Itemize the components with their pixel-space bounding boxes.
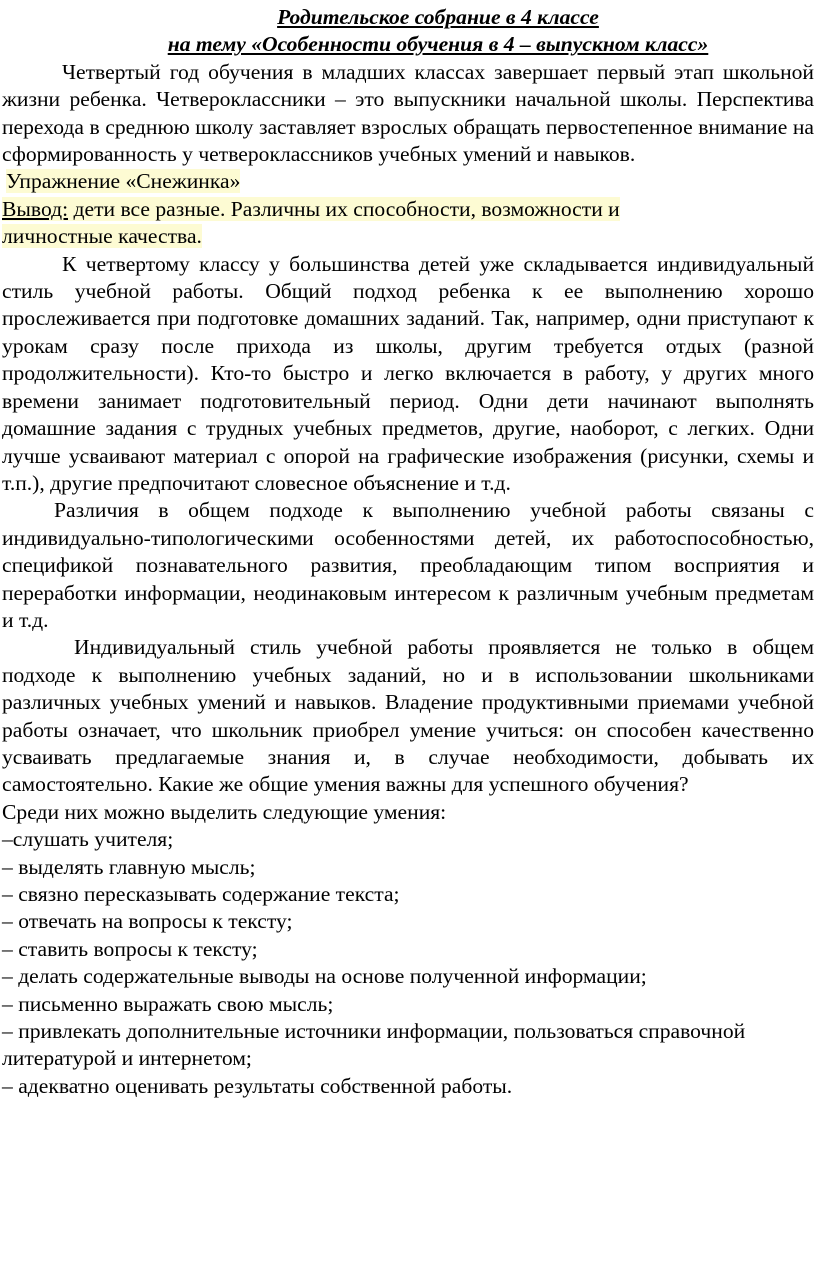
exercise-title-text: Упражнение «Снежинка» <box>6 169 241 194</box>
paragraph-intro: Четвертый год обучения в младших классах завершает первый этап школьной жизни ребенка. Четвероклассники – это выпускники начальной школы. Перспектива перехода в среднюю школу заставляет взрослых обращать первостепенное внимание на сформированность у четвероклассников учебных умений и навыков. <box>2 59 814 167</box>
list-item: – связно пересказывать содержание текста; <box>2 882 400 906</box>
skills-list <box>2 826 814 1100</box>
paragraph-style: К четвертому классу у большинства детей уже складывается индивидуальный стиль учебной работы. Общий подход ребенка к ее выполнению хорошо прослеживается при подготовке домашних заданий. Так, например, одни приступают к урокам сразу после прихода из школы, другим требуется отдых (разной продолжительности). Кто-то быстро и легко включается в работу, у других много времени занимает подготовительный период. Одни дети начинают выполнять домашние задания с трудных учебных предметов, другие, наоборот, с легких. Одни лучше усваивают материал с опорой на графические изображения (рисунки, схемы и т.п.), другие предпочитают словесное объяснение и т.д. <box>2 251 814 495</box>
paragraph-individual-style: Индивидуальный стиль учебной работы проявляется не только в общем подходе к выполнению учебных заданий, но и в использовании школьниками различных учебных умений и навыков. Владение продуктивными приемами учебной работы означает, что школьник приобрел умение учиться: он способен качественно усваивать предлагаемые знания и, в случае необходимости, добывать их самостоятельно. Какие же общие умения важны для успешного обучения? <box>2 635 814 797</box>
list-item: –слушать учителя; <box>2 827 174 852</box>
list-item: – адекватно оценивать результаты собственной работы. <box>2 1073 513 1098</box>
document-subtitle: на тему «Особенности обучения в 4 – выпускном класс» <box>167 32 709 57</box>
paragraph-differences: Различия в общем подходе к выполнению учебной работы связаны с индивидуально-типологическими особенностями детей, их работоспособностью, спецификой познавательного развития, преобладающим типом восприятия и переработки информации, неодинаковым интересом к различным учебным предметам и т.д. <box>2 498 814 632</box>
conclusion-text-line2: личностные качества. <box>2 224 202 249</box>
exercise-title <box>2 168 814 195</box>
conclusion-text-line1: дети все разные. Различны их способности, возможности и <box>68 196 620 221</box>
list-item: – письменно выражать свою мысль; <box>2 991 334 1016</box>
list-item: – отвечать на вопросы к тексту; <box>2 909 293 934</box>
conclusion-label: Вывод: <box>2 196 69 221</box>
list-item: – выделять главную мысль; <box>2 854 256 879</box>
list-item: – делать содержательные выводы на основе полученной информации; <box>2 964 647 989</box>
conclusion <box>2 196 814 251</box>
skills-intro: Среди них можно выделить следующие умения: <box>2 799 447 824</box>
document-title: Родительское собрание в 4 классе <box>277 5 599 29</box>
list-item: – ставить вопросы к тексту; <box>2 936 258 961</box>
list-item: – привлекать дополнительные источники информации, пользоваться справочной литературой и интернетом; <box>2 1019 746 1071</box>
